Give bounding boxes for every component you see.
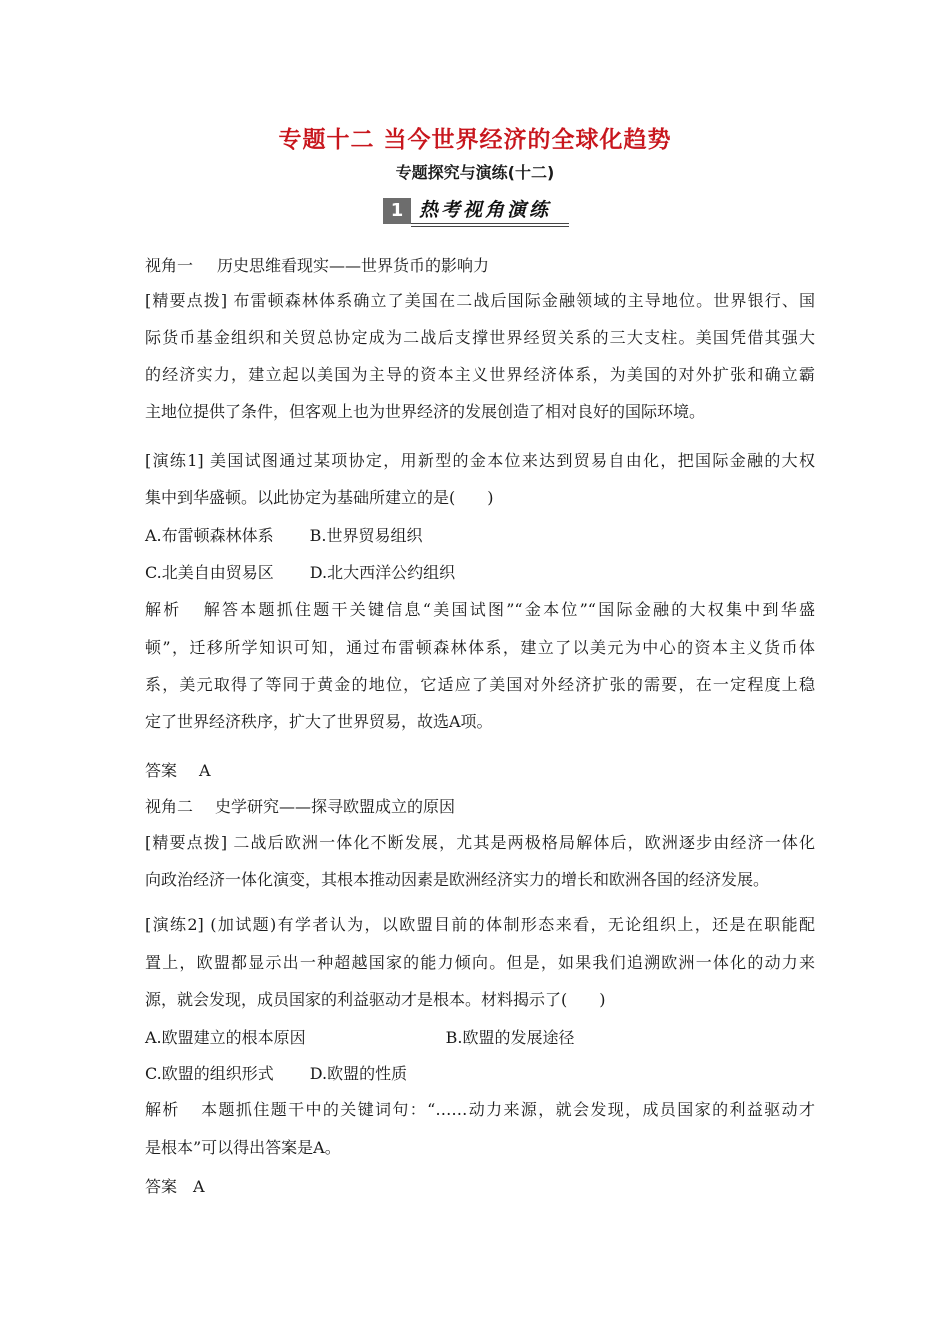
angle1-points-line: [精要点拨] 布雷顿森林体系确立了美国在二战后国际金融领域的主导地位。世界银行、国 <box>145 291 815 310</box>
exercise1-option-c: C.北美自由贸易区 <box>145 563 274 582</box>
analysis2-line: 是根本”可以得出答案是A。 <box>145 1138 341 1157</box>
angle1-points-line: 际货币基金组织和关贸总协定成为二战后支撑世界经贸关系的三大支柱。美国凭借其强大 <box>145 328 815 347</box>
answer1-tag: 答案 <box>145 761 178 780</box>
exercise2-line: 源，就会发现，成员国家的利益驱动才是根本。材料揭示了( ) <box>145 990 606 1009</box>
angle2-heading <box>145 796 815 818</box>
page-title: 专题十二 当今世界经济的全球化趋势 <box>278 127 672 153</box>
section-banner-title: 热考视角演练 <box>419 199 552 221</box>
exercise2-option-b: B.欧盟的发展途径 <box>445 1028 575 1047</box>
analysis1-line: 系，美元取得了等同于黄金的地位，它适应了美国对外经济扩张的需要，在一定程度上稳 <box>145 675 815 694</box>
exercise1-line: [演练1] 美国试图通过某项协定，用新型的金本位来达到贸易自由化，把国际金融的大权 <box>145 451 815 470</box>
exercise1-options-row2 <box>145 562 815 584</box>
answer1 <box>145 760 815 782</box>
analysis1-line: 顿”，迁移所学知识可知，通过布雷顿森林体系，建立了以美元为中心的资本主义货币体 <box>145 638 815 657</box>
section-number-badge: 1 <box>383 198 411 224</box>
angle2-heading-text: 史学研究——探寻欧盟成立的原因 <box>215 797 456 816</box>
analysis1-tag: 解析 <box>145 600 182 619</box>
exercise2-options-row1 <box>145 1027 815 1049</box>
exercise2-option-a: A.欧盟建立的根本原因 <box>145 1028 306 1047</box>
answer2-value: A <box>193 1177 205 1196</box>
analysis2-tag: 解析 <box>145 1100 180 1119</box>
exercise2-option-d: D.欧盟的性质 <box>309 1064 408 1083</box>
answer2-tag: 答案 <box>145 1177 178 1196</box>
analysis1-line: 定了世界经济秩序，扩大了世界贸易，故选A项。 <box>145 712 493 731</box>
section-banner <box>383 198 569 226</box>
exercise2-options-row2 <box>145 1063 815 1085</box>
angle2-points-line: 向政治经济一体化演变，其根本推动因素是欧洲经济实力的增长和欧洲各国的经济发展。 <box>145 870 770 889</box>
angle1-heading-tag: 视角一 <box>145 256 194 275</box>
angle1-heading-text: 历史思维看现实——世界货币的影响力 <box>217 256 490 275</box>
banner-underline <box>411 223 569 224</box>
page-subtitle: 专题探究与演练(十二) <box>395 163 555 182</box>
answer2 <box>145 1176 815 1198</box>
analysis2-text: 本题抓住题干中的关键词句：“……动力来源，就会发现，成员国家的利益驱动才 <box>199 1100 815 1119</box>
answer1-value: A <box>199 761 211 780</box>
exercise2-line: 置上，欧盟都显示出一种超越国家的能力倾向。但是，如果我们追溯欧洲一体化的动力来 <box>145 953 815 972</box>
exercise1-option-b: B.世界贸易组织 <box>309 526 423 545</box>
angle1-points-line: 主地位提供了条件，但客观上也为世界经济的发展创造了相对良好的国际环境。 <box>145 402 706 421</box>
exercise1-options-row1 <box>145 525 815 547</box>
analysis1-text: 解答本题抓住题干关键信息“美国试图”“金本位”“国际金融的大权集中到华盛 <box>201 600 815 619</box>
angle1-points-line: 的经济实力，建立起以美国为主导的资本主义世界经济体系，为美国的对外扩张和确立霸 <box>145 365 815 384</box>
exercise2-line: [演练2] (加试题)有学者认为，以欧盟目前的体制形态来看，无论组织上，还是在职能配 <box>145 915 815 934</box>
angle2-heading-tag: 视角二 <box>145 797 194 816</box>
banner-underline <box>411 226 569 227</box>
analysis2-line <box>145 1099 815 1121</box>
analysis1-line <box>145 599 815 621</box>
angle2-points-line: [精要点拨] 二战后欧洲一体化不断发展，尤其是两极格局解体后，欧洲逐步由经济一体化 <box>145 833 815 852</box>
exercise1-option-d: D.北大西洋公约组织 <box>309 563 456 582</box>
exercise1-option-a: A.布雷顿森林体系 <box>145 526 274 545</box>
angle1-heading <box>145 255 815 277</box>
exercise2-option-c: C.欧盟的组织形式 <box>145 1064 274 1083</box>
exercise1-line: 集中到华盛顿。以此协定为基础所建立的是( ) <box>145 488 494 507</box>
